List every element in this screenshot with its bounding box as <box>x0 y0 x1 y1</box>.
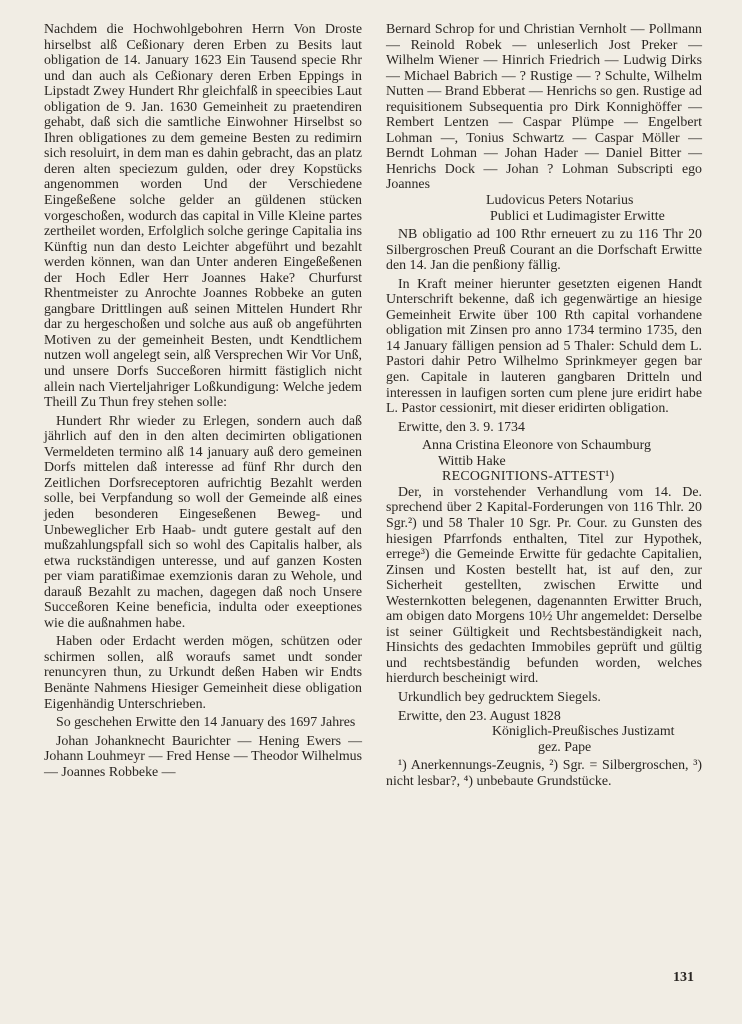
attest-paragraph: Der, in vorstehender Verhandlung vom 14. De. sprechend über 2 Kapital-Forderungen von 116 Thlr. 20 Sgr.²) und 58 Thaler 10 Sgr. Pr. Cour. zu Gunsten des hiesigen Pfarrfonds enthalten, Titel zur Hypothek, errege³) die Gemeinde Erwitte für gedachte Capitalien, Zinsen und Kosten bestellt hat, ist auf den, zur Sicherheit gestellten, zwischen Erwitte und Westernkotten belegenen, dagenannten Erwitter Bruch, am obigen dato Morgens 10½ Uhr angemeldet: Derselbe ist seiner Gültigkeit und Rechtsbeständigkeit nach, Hinsichts des gedachten Immobiles geprüft und gültig und rechtsbeständig befunden worden, welches hierdurch bescheinigt wird. <box>386 484 702 687</box>
signatories-continued-paragraph: Bernard Schrop for und Christian Vernholt — Pollmann — Reinold Robek — unleserlich Jost Preker — Wilhelm Wiener — Hinrich Friedrich — Ludwig Dirks — Michael Babrich — ? Rustige — ? Schulte, Wilhelm Nutten — Brand Ebberat — Henrichs so gen. Rustige ad requisitionem Subsequentia pro Dirk Konnighöffer — Rembert Lentzen — Caspar Plümpe — Engelbert Lohman —, Tonius Schwartz — Caspar Möller — Berndt Lohman — Johan Hader — Daniel Bitter — Henrichs Dock — Johan ? Lohman Subscripti ego Joannes <box>386 22 702 193</box>
section-heading: RECOGNITIONS-ATTEST¹) <box>442 469 615 485</box>
repayment-paragraph: Hundert Rhr wieder zu Erlegen, sondern auch daß jährlich auf den in den alten decimirten obligationen Vermeldeten termino alß 14 january auß dero gemeinen Dorfs mittelen daß interesse ad fünf Rhr durch den Zeitlichen Dorfsreceptoren aufrichtig Bezahlt werden solle, bei Verpfandung so woll der Gemeinde alß eines jeden besonderen Eingeseßenen Beweg- und Unbeweglicher Erb Haab- undt gutere gestalt auf den mußzahlungspfall sich so wohl des Capitalis halber, als etwa ruckständigen unteresse, und auf ganzen Kosten per viam paratißimae exemzionis daran zu Wehole, und darauß Bezahlt zu machen, dagegen daß noch Unsere Succeßoren Keine beneficia, indulta oder exeeptiones wie die außnahmen habe. <box>44 413 362 631</box>
signature-pape: gez. Pape <box>538 739 592 755</box>
signature-anna: Anna Cristina Eleonore von Schaumburg <box>422 438 651 454</box>
cession-paragraph: In Kraft meiner hierunter gesetzten eigenen Handt Unterschrift bekenne, daß ich gegenwärtige an hiesige Gemeinheit Erwite über 100 Rth capital vorhandene obligation mit Zinsen pro anno 1734 termino 1735, den 14 January fälligen pension ad 5 Thaler: Schuld dem L. Pastori dahir Petro Wilhelmo Sprinkmeyer gegen bar gen. Capitale in lauteren gangbaren Dritteln und interessen in laufigen sorten cum plene jure eridirt habe L. Pastor cessionirt, mit dieser eridirten obligation. <box>386 276 702 417</box>
footnotes: ¹) Anerkennungs-Zeugnis, ²) Sgr. = Silbergroschen, ³) nicht lesbar?, ⁴) unbebaute Grundstücke. <box>386 758 702 789</box>
page-number: 131 <box>673 970 694 985</box>
date-paragraph: So geschehen Erwitte den 14 January des 1697 Jahres <box>56 715 356 731</box>
obligation-intro-paragraph: Nachdem die Hochwohlgebohren Herrn Von Droste hirselbst alß Ceßionary deren Erben zu Besits laut obligation de 14. January 1623 Ein Tausend specie Rhr und dan auch als Ceßionary deren Erben Eppings in Lipstadt Zwey Hundert Rhr gleichfalß in speecibies Laut obligation de 9. Jan. 1630 Gemeinheit zu praetendiren gehabt, daß sich die samtliche Einwohner Hirselbst so Ihren obligationes zu dem gemeine Besten zu redimirn sich resoluirt, in dem man es dahin gebracht, das an platz deren alten speciezum gulden, oder drey Kopstücks angenommen worden Und der Verschiedene Eingeßeßene solche gelder an güldenen stücken vorgeschoßen, wodurch das capital in Ville Kleine partes zertheilet worden, Erfolglich solche geringe Capitalia ins Künftig nun dan desto Leichter abgeführt und bezahlt werden können, wan dan Unter anderen Eingeßeßenen der Hoch Edler Herr Joannes Hake? Churfurst Rhentmeister zu Anrochte Joannes Robbeke an guten gangbare Drittlingen auß seinen Mittelen Hundert Rhr dar zu hergeschoßen und solche aus auß ob angeführten Motiven zu der gemeinheit Besten, undt Kendtlichem nutzen woll angelegt sein, alß Versprechen Wir Vor Unß, und unsere Dorfs Succeßoren hirmitt fästiglich nicht allein nach Vierteljahriger Loßkundigung: Welche jedem Theill Zu Thun frey stehen solle: <box>44 22 362 411</box>
signing-paragraph: Haben oder Erdacht werden mögen, schützen oder schirmen sollen, alß woraufs samet undt sonder renuncyren thun, zu Urkundt deßen Haben wir Endts Benänte Nahmens Hiesiger Gemeinheit diese obligation Eigenhändig Unterschrieben. <box>44 634 362 712</box>
right-column <box>386 22 702 789</box>
cession-date: Erwitte, den 3. 9. 1734 <box>398 419 525 435</box>
notary-name: Ludovicus Peters Notarius <box>486 193 634 209</box>
signature-wittib: Wittib Hake <box>438 453 506 469</box>
seal-paragraph: Urkundlich bey gedrucktem Siegels. <box>398 689 601 705</box>
left-column <box>44 22 362 780</box>
nota-bene-paragraph: NB obligatio ad 100 Rthr erneuert zu zu 116 Thr 20 Silbergroschen Preuß Courant an die Dorfschaft Erwitte den 14. Jan die penßiony fällig. <box>386 227 702 274</box>
attest-date: Erwitte, den 23. August 1828 <box>398 708 561 724</box>
signature-office: Königlich-Preußisches Justizamt <box>492 724 675 740</box>
signatories-paragraph: Johan Johanknecht Baurichter — Hening Ewers — Johann Louhmeyr — Fred Hense — Theodor Wilhelmus — Joannes Robbeke — <box>44 733 362 780</box>
notary-title: Publici et Ludimagister Erwitte <box>490 208 665 224</box>
